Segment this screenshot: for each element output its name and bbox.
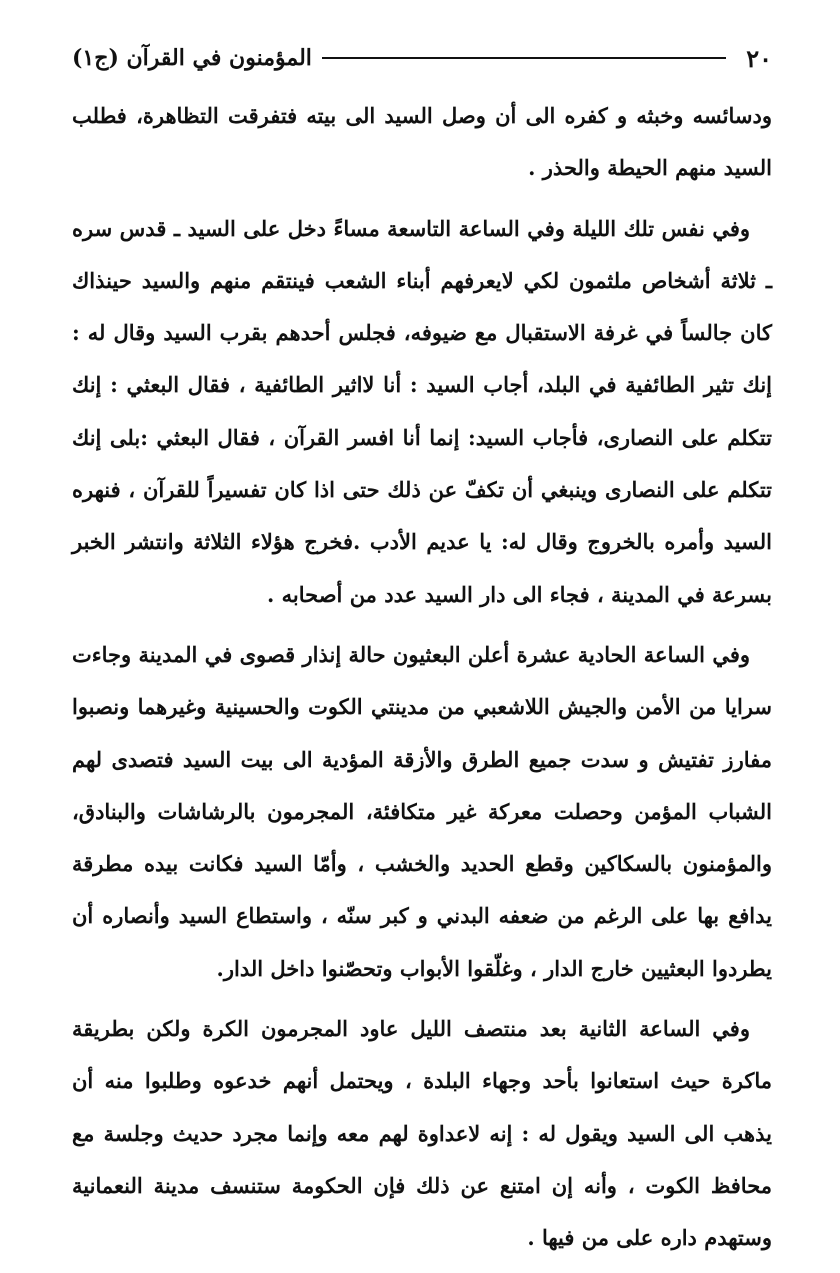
paragraph: وفي الساعة الثانية بعد منتصف الليل عاود المجرمون الكرة ولكن بطريقة ماكرة حيث استعانوا بأحد وجهاء البلدة ، ويحتمل أنهم خدعوه وطلبوا منه أن يذهب الى السيد ويقول له : إنه لاعداوة لهم معه وإنما مجرد حديث وجلسة مع محافظ الكوت ، وأنه إن امتنع عن ذلك فإن الحكومة ستنسف مدينة النعمانية وستهدم داره على من فيها . xyxy=(72,1016,772,1251)
body-text xyxy=(72,90,772,1265)
paragraph: وفي الساعة الحادية عشرة أعلن البعثيون حالة إنذار قصوى في المدينة وجاءت سرايا من الأمن والجيش اللاشعبي من مدينتي الكوت والحسينية وغيرهما ونصبوا مفارز تفتيش و سدت جميع الطرق والأزقة المؤدية الى بيت السيد فتصدى لهم الشباب المؤمن وحصلت معركة غير متكافئة، المجرمون بالرشاشات والبنادق، والمؤمنون بالسكاكين وقطع الحديد والخشب ، وأمّا السيد فكانت بيده مطرقة يدافع بها على الرغم من ضعفه البدني و كبر سنّه ، واستطاع السيد وأنصاره أن يطردوا البعثيين خارج الدار ، وغلّقوا الأبواب وتحصّنوا داخل الدار. xyxy=(72,641,772,981)
paragraph: وفي نفس تلك الليلة وفي الساعة التاسعة مساءً دخل على السيد ـ قدس سره ـ ثلاثة أشخاص ملثمون لكي لايعرفهم أبناء الشعب فينتقم منهم والسيد حينذاك كان جالساً في غرفة الاستقبال مع ضيوفه، فجلس أحدهم بقرب السيد وقال له : إنك تثير الطائفية في البلد، أجاب السيد : أنا لااثير الطائفية ، فقال البعثي : إنك تتكلم على النصارى، فأجاب السيد: إنما أنا افسر القرآن ، فقال البعثي :بلى إنك تتكلم على النصارى وينبغي أن تكفّ عن ذلك حتى اذا كان تفسيراً للقرآن ، فنهره السيد وأمره بالخروج وقال له: يا عديم الأدب .فخرج هؤلاء الثلاثة وانتشر الخبر بسرعة في المدينة ، فجاء الى دار السيد عدد من أصحابه . xyxy=(72,215,772,607)
paragraph: ودسائسه وخبثه و كفره الى أن وصل السيد الى بيته فتفرقت التظاهرة، فطلب السيد منهم الحيطة والحذر . xyxy=(72,103,772,181)
running-title: المؤمنون في القرآن (ج١) xyxy=(72,45,312,71)
header-rule xyxy=(322,57,726,59)
book-page xyxy=(72,36,772,1273)
page-number: ٢٠ xyxy=(746,43,772,73)
page-header xyxy=(72,36,772,80)
